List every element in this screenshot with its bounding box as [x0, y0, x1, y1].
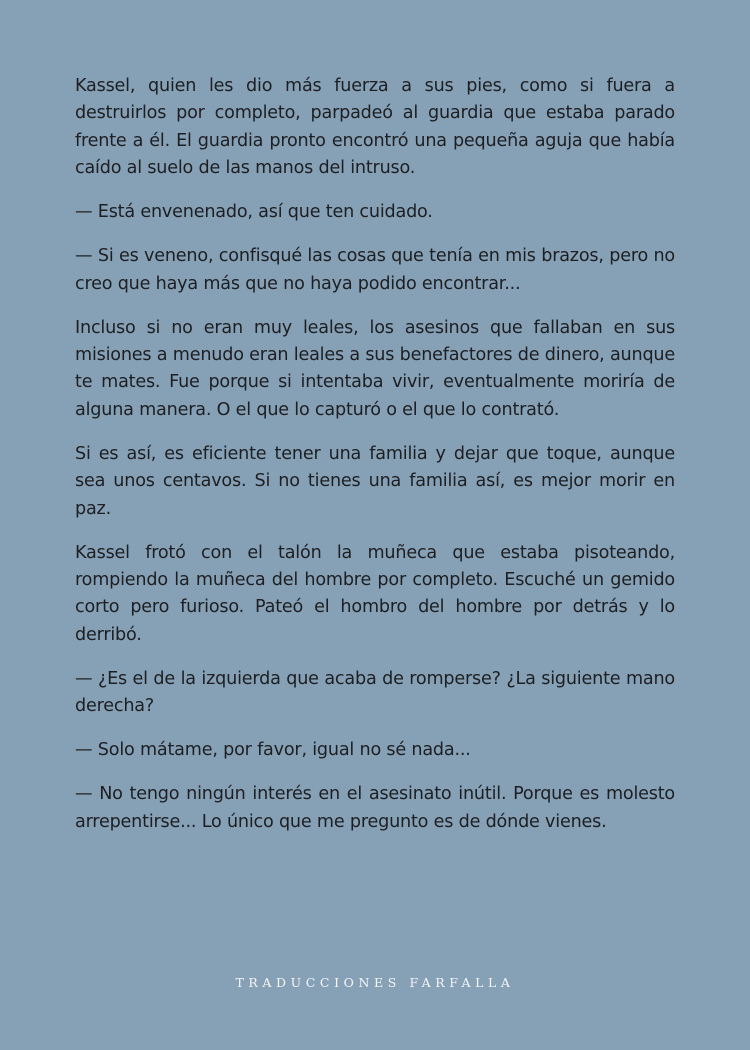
dialogue-line: — Está envenenado, así que ten cuidado. [75, 202, 433, 223]
dialogue-line: — Solo mátame, por favor, igual no sé nada... [75, 740, 471, 761]
paragraph: Kassel, quien les dio más fuerza a sus pies, como si fuera a destruirlos por completo, parpadeó al guardia que estaba parado frente a él. El guardia pronto encontró una pequeña aguja que había caído al suelo de las manos del intruso. [75, 76, 675, 179]
dialogue-line: — No tengo ningún interés en el asesinato inútil. Porque es molesto arrepentirse... Lo único que me pregunto es de dónde vienes. [75, 784, 675, 832]
paragraph: Kassel frotó con el talón la muñeca que estaba pisoteando, rompiendo la muñeca del hombre por completo. Escuché un gemido corto pero furioso. Pateó el hombro del hombre por detrás y lo derribó. [75, 542, 675, 645]
dialogue-line: — Si es veneno, confisqué las cosas que tenía en mis brazos, pero no creo que haya más que no haya podido encontrar... [75, 246, 675, 294]
paragraph: Incluso si no eran muy leales, los asesinos que fallaban en sus misiones a menudo eran leales a sus benefactores de dinero, aunque te mates. Fue porque si intentaba vivir, eventualmente moriría de alguna manera. O el que lo capturó o el que lo contrató. [75, 317, 675, 420]
footer-credit: TRADUCCIONES FARFALLA [235, 975, 515, 990]
paragraph: Si es así, es eficiente tener una familia y dejar que toque, aunque sea unos centavos. Si no tienes una familia así, es mejor morir en paz. [75, 443, 675, 519]
dialogue-line: — ¿Es el de la izquierda que acaba de romperse? ¿La siguiente mano derecha? [75, 668, 675, 717]
page-body [75, 73, 675, 853]
